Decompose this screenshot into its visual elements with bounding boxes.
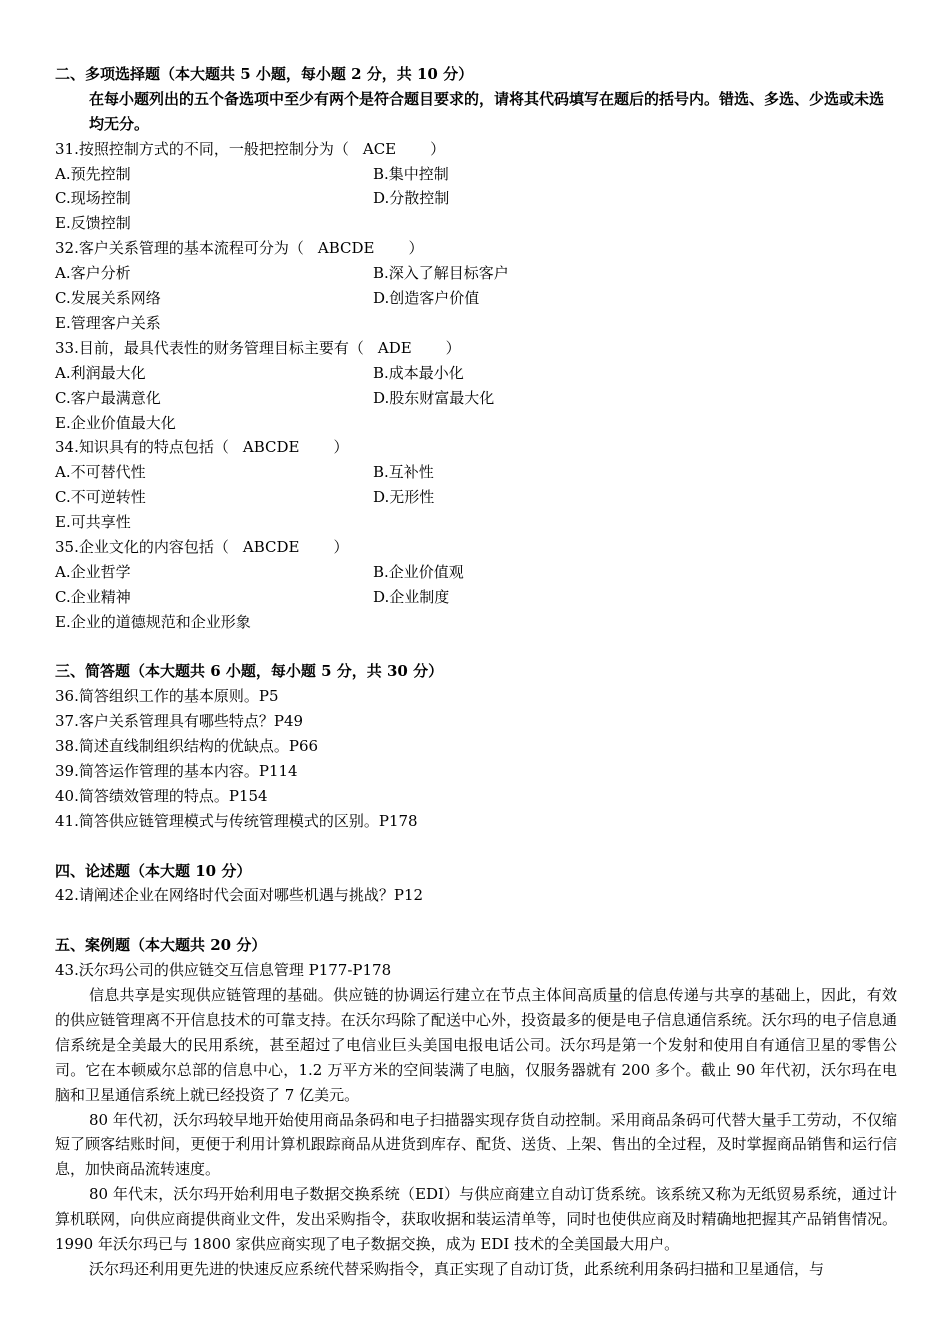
option-c: C.发展关系网络 bbox=[55, 289, 161, 308]
question-31 bbox=[55, 137, 897, 237]
option-e: E.企业的道德规范和企业形象 bbox=[55, 612, 251, 631]
option-c: C.不可逆转性 bbox=[55, 488, 146, 507]
question-32 bbox=[55, 236, 897, 336]
answer: ABCDE bbox=[242, 438, 300, 457]
option-a: A.预先控制 bbox=[55, 164, 131, 183]
option-b: B.互补性 bbox=[373, 463, 434, 482]
answer: ABCDE bbox=[242, 537, 300, 556]
question-34 bbox=[55, 435, 897, 535]
question-stem: 34.知识具有的特点包括（ ABCDE ） bbox=[55, 435, 897, 460]
answer: ABCDE bbox=[317, 239, 375, 258]
question-stem: 31.按照控制方式的不同，一般把控制分为（ ACE ） bbox=[55, 137, 897, 162]
exam-page bbox=[55, 62, 897, 1282]
question-38: 38.简述直线制组织结构的优缺点。P66 bbox=[55, 737, 319, 756]
option-b: B.成本最小化 bbox=[373, 363, 464, 382]
question-stem: 32.客户关系管理的基本流程可分为（ ABCDE ） bbox=[55, 236, 897, 261]
question-stem: 33.目前，最具代表性的财务管理目标主要有（ ADE ） bbox=[55, 336, 897, 361]
section-3-title: 三、简答题（本大题共 6 小题，每小题 5 分，共 30 分） bbox=[55, 662, 444, 681]
option-b: B.深入了解目标客户 bbox=[373, 264, 509, 283]
option-e: E.管理客户关系 bbox=[55, 313, 161, 332]
answer: ACE bbox=[362, 139, 397, 158]
section-2-instruction: 在每小题列出的五个备选项中至少有两个是符合题目要求的，请将其代码填写在题后的括号内。错选、多选、少选或未选均无分。 bbox=[89, 89, 885, 133]
question-42: 42.请阐述企业在网络时代会面对哪些机遇与挑战？P12 bbox=[55, 886, 424, 905]
option-e: E.可共享性 bbox=[55, 513, 131, 532]
option-d: D.分散控制 bbox=[373, 189, 450, 208]
spacer bbox=[55, 908, 897, 933]
option-d: D.无形性 bbox=[373, 488, 435, 507]
option-c: C.客户最满意化 bbox=[55, 388, 161, 407]
option-c: C.现场控制 bbox=[55, 189, 131, 208]
option-a: A.企业哲学 bbox=[55, 562, 131, 581]
section-2-title: 二、多项选择题（本大题共 5 小题，每小题 2 分，共 10 分） bbox=[55, 65, 474, 83]
case-paragraph: 80 年代初，沃尔玛较早地开始使用商品条码和电子扫描器实现存货自动控制。采用商品条码可代替大量手工劳动，不仅缩短了顾客结账时间，更便于利用计算机跟踪商品从进货到库存、配货、送货、上架、售出的全过程，及时掌握商品销售和运行信息，加快商品流转速度。 bbox=[55, 1110, 897, 1179]
case-paragraph: 80 年代末，沃尔玛开始利用电子数据交换系统（EDI）与供应商建立自动订货系统。该系统又称为无纸贸易系统，通过计算机联网，向供应商提供商业文件，发出采购指令，获取收据和装运清单等，同时也使供应商及时精确地把握其产品销售情况。1990 年沃尔玛已与 1800 家供应商实现了电子数据交换，成为 EDI 技术的全美国最大用户。 bbox=[55, 1185, 897, 1254]
question-41: 41.简答供应链管理模式与传统管理模式的区别。P178 bbox=[55, 811, 418, 830]
option-e: E.企业价值最大化 bbox=[55, 413, 176, 432]
question-33 bbox=[55, 336, 897, 436]
option-a: A.客户分析 bbox=[55, 264, 131, 283]
question-39: 39.简答运作管理的基本内容。P114 bbox=[55, 761, 298, 780]
question-36: 36.简答组织工作的基本原则。P5 bbox=[55, 687, 279, 706]
spacer bbox=[55, 635, 897, 660]
question-37: 37.客户关系管理具有哪些特点？P49 bbox=[55, 712, 304, 731]
answer: ADE bbox=[377, 338, 412, 357]
option-d: D.创造客户价值 bbox=[373, 289, 480, 308]
option-c: C.企业精神 bbox=[55, 587, 131, 606]
option-e: E.反馈控制 bbox=[55, 214, 131, 233]
section-4-title: 四、论述题（本大题 10 分） bbox=[55, 861, 252, 880]
option-d: D.股东财富最大化 bbox=[373, 388, 495, 407]
section-5-title: 五、案例题（本大题共 20 分） bbox=[55, 936, 267, 955]
case-paragraph: 沃尔玛还利用更先进的快速反应系统代替采购指令，真正实现了自动订货，此系统利用条码扫描和卫星通信，与 bbox=[89, 1259, 825, 1278]
case-title: 43.沃尔玛公司的供应链交互信息管理 P177-P178 bbox=[55, 961, 392, 980]
spacer bbox=[55, 834, 897, 859]
question-stem: 35.企业文化的内容包括（ ABCDE ） bbox=[55, 535, 897, 560]
option-a: A.利润最大化 bbox=[55, 363, 146, 382]
question-40: 40.简答绩效管理的特点。P154 bbox=[55, 786, 268, 805]
option-b: B.企业价值观 bbox=[373, 562, 464, 581]
option-d: D.企业制度 bbox=[373, 587, 450, 606]
option-a: A.不可替代性 bbox=[55, 463, 146, 482]
case-paragraph: 信息共享是实现供应链管理的基础。供应链的协调运行建立在节点主体间高质量的信息传递与共享的基础上，因此，有效的供应链管理离不开信息技术的可靠支持。在沃尔玛除了配送中心外，投资最多的便是电子信息通信系统。沃尔玛的电子信息通信系统是全美最大的民用系统，甚至超过了电信业巨头美国电报电话公司。沃尔玛是第一个发射和使用自有通信卫星的零售公司。它在本顿威尔总部的信息中心，1.2 万平方米的空间装满了电脑，仅服务器就有 200 多个。截止 90 年代初，沃尔玛在电脑和卫星通信系统上就已经投资了 7 亿美元。 bbox=[55, 985, 897, 1104]
option-b: B.集中控制 bbox=[373, 164, 449, 183]
question-35 bbox=[55, 535, 897, 635]
